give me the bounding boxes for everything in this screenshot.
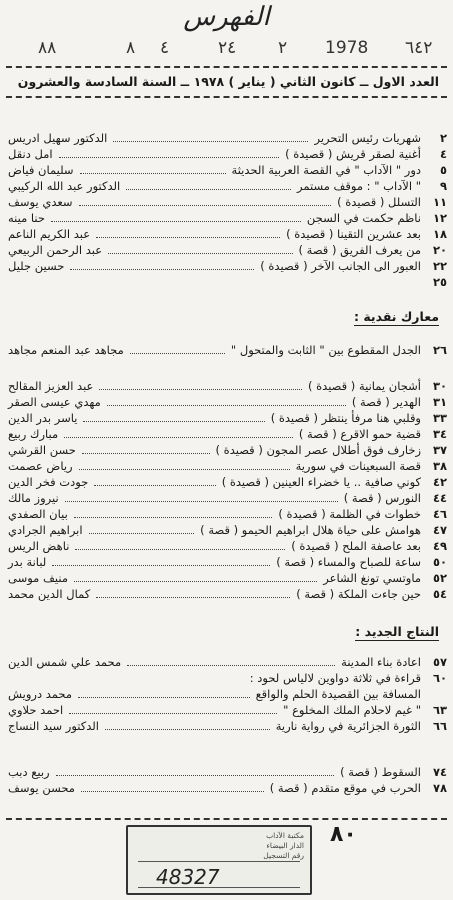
toc-author: رياض عصمت <box>8 459 73 473</box>
toc-page-number: ٣٠ <box>432 379 447 393</box>
top-divider <box>6 66 447 68</box>
toc-author: مبارك ربيع <box>8 427 59 441</box>
toc-title: دور " الآداب " في القصة العربية الحديثة <box>231 163 421 177</box>
toc-title: الحرب في موقع متقدم ( قصة ) <box>269 781 421 795</box>
toc-page-number: ٦٠ <box>432 671 447 685</box>
handwritten-note-item: ٤ <box>160 38 170 58</box>
toc-title: زخارف فوق أطلال عصر المجون ( قصيدة ) <box>215 443 421 457</box>
toc-page-number: ٧٤ <box>432 765 447 779</box>
toc-page-number: ٣١ <box>432 395 447 409</box>
toc-leader-dots <box>108 253 293 254</box>
toc-leader-dots <box>89 533 194 534</box>
toc-leader-dots <box>126 189 291 190</box>
toc-leader-dots <box>96 237 280 238</box>
toc-entry <box>8 538 447 554</box>
toc-entry <box>8 442 447 458</box>
handwritten-note-item: ٦٤٢ <box>405 38 433 58</box>
toc-title: الهدير ( قصة ) <box>351 395 421 409</box>
handwritten-note-item: ٨٨ <box>38 38 57 58</box>
toc-leader-dots <box>59 157 279 158</box>
toc-author: احمد حلاوي <box>8 703 64 717</box>
bottom-divider <box>6 818 447 820</box>
toc-author: مجاهد عبد المنعم مجاهد <box>8 343 124 357</box>
toc-page-number: ٧٨ <box>432 781 447 795</box>
toc-title: حين جاءت الملكة ( قصة ) <box>296 587 421 601</box>
toc-entry <box>8 130 447 146</box>
toc-author: ابراهيم الجرادي <box>8 523 83 537</box>
toc-entry <box>8 146 447 162</box>
toc-entry <box>8 570 447 586</box>
toc-entry <box>8 178 447 194</box>
toc-title: وقلبي هنا مرفأ ينتظر ( قصيدة ) <box>270 411 421 425</box>
toc-title: بعد عاصفة الملح ( قصيدة ) <box>291 539 421 553</box>
toc-leader-dots <box>113 141 308 142</box>
toc-title: قراءة في ثلاثة دواوين لالياس لحود : <box>249 671 421 685</box>
toc-page-number: ٥٠ <box>432 555 447 569</box>
toc-author: بيان الصفدي <box>8 507 68 521</box>
toc-page-number: ٤٩ <box>432 539 447 553</box>
toc-leader-dots <box>94 485 216 486</box>
toc-page-number: ٢ <box>439 131 447 145</box>
toc-leader-dots <box>105 729 270 730</box>
toc-leader-dots <box>69 713 277 714</box>
library-stamp <box>126 825 312 895</box>
issue-divider <box>6 96 447 98</box>
toc-title: قضية حمو الاقرع ( قصة ) <box>298 427 421 441</box>
toc-title: أشجان يمانية ( قصيدة ) <box>308 379 421 393</box>
toc-title: كوني صافية .. يا خضراء العينين ( قصيدة ) <box>221 475 421 489</box>
toc-entry <box>8 522 447 538</box>
toc-leader-dots <box>56 775 334 776</box>
toc-entry <box>8 554 447 570</box>
toc-leader-dots <box>96 597 290 598</box>
stamp-line-1: مكتبة الآداب <box>266 831 304 840</box>
handwritten-note <box>10 38 443 62</box>
toc-title: " غيم لاحلام الملك المخلوع " <box>283 703 421 717</box>
handwritten-note-item: 1978 <box>325 38 369 58</box>
toc-leader-dots <box>70 269 254 270</box>
toc-page-number: ٥٧ <box>432 655 447 669</box>
toc-entry <box>8 378 447 394</box>
toc-author: نيروز مالك <box>8 491 59 505</box>
toc-author: امل دنقل <box>8 147 53 161</box>
toc-title: ماوتسي تونغ الشاعر <box>323 571 421 585</box>
toc-page-number: ٢٥ <box>432 275 447 289</box>
toc-page-number: ٤ <box>439 147 447 161</box>
toc-entry <box>8 274 447 290</box>
toc-title: التسلل ( قصيدة ) <box>337 195 421 209</box>
toc-leader-dots <box>65 501 338 502</box>
page-number: ٨٠ <box>330 822 357 847</box>
toc-title: ناظم حكمت في السجن <box>306 211 421 225</box>
toc-author: كمال الدين محمد <box>8 587 91 601</box>
toc-author: الدكتور سيد النساج <box>8 719 99 733</box>
toc-author: الدكتور سهيل ادريس <box>8 131 108 145</box>
toc-title: العبور الى الجانب الآخر ( قصيدة ) <box>260 259 421 273</box>
toc-leader-dots <box>99 389 302 390</box>
toc-entry <box>8 394 447 410</box>
toc-entry <box>8 426 447 442</box>
toc-leader-dots <box>75 549 285 550</box>
toc-page-number: ٢٠ <box>432 243 447 257</box>
stamp-line-3: رقم التسجيل <box>263 851 304 860</box>
toc-page-number: ١١ <box>432 195 447 209</box>
toc-entry <box>8 780 447 796</box>
toc-entry <box>8 226 447 242</box>
toc-author: ربيع دبب <box>8 765 50 779</box>
toc-author: جودت فخر الدين <box>8 475 89 489</box>
toc-leader-dots <box>81 791 264 792</box>
toc-title: هوامش على حياة هلال ابراهيم الحيمو ( قصة ) <box>200 523 421 537</box>
toc-author: ناهض الريس <box>8 539 70 553</box>
toc-author: محسن يوسف <box>8 781 75 795</box>
toc-author: سعدي يوسف <box>8 195 73 209</box>
toc-page-number: ٥٢ <box>432 571 447 585</box>
stamp-rule <box>138 861 300 862</box>
toc-title: خطوات في الظلمة ( قصيدة ) <box>278 507 421 521</box>
toc-entry <box>8 162 447 178</box>
index-logo: الفهرس <box>183 2 270 32</box>
toc-author: حسين جليل <box>8 259 65 273</box>
toc-title: " الآداب " : موقف مستمر <box>296 179 421 193</box>
toc-author: لبانة بدر <box>8 555 47 569</box>
toc-leader-dots <box>80 173 226 174</box>
toc-author: محمد درويش <box>8 687 73 701</box>
toc-title: السقوط ( قصة ) <box>340 765 421 779</box>
toc-leader-dots <box>79 469 290 470</box>
handwritten-note-item: ٨ <box>126 38 136 58</box>
toc-page-number: ٣٨ <box>432 459 447 473</box>
toc-page-number: ٤٧ <box>432 523 447 537</box>
toc-title: بعد عشرين التقينا ( قصيدة ) <box>286 227 421 241</box>
toc-title: شهريات رئيس التحرير <box>314 131 421 145</box>
toc-leader-dots <box>82 453 210 454</box>
toc-entry <box>8 458 447 474</box>
toc-page-number: ١٢ <box>432 211 447 225</box>
issue-line: العدد الاول ــ كانون الثاني ( يناير ) ١٩٧٨ ــ السنة السادسة والعشرون <box>17 74 439 89</box>
toc-entry <box>8 410 447 426</box>
stamp-number: 48327 <box>156 865 220 889</box>
toc-leader-dots <box>78 697 250 698</box>
toc-entry <box>8 764 447 780</box>
toc-leader-dots <box>74 517 272 518</box>
toc-entry <box>8 474 447 490</box>
toc-author: عبد الرحمن الربيعي <box>8 243 103 257</box>
toc-leader-dots <box>130 353 225 354</box>
toc-page-number: ٤٦ <box>432 507 447 521</box>
stamp-line-2: الدار البيضاء <box>266 841 304 850</box>
toc-entry <box>8 342 447 358</box>
toc-page-number: ٦٦ <box>432 719 447 733</box>
toc-author: مهدي عيسى الصقر <box>8 395 101 409</box>
toc-leader-dots <box>79 205 331 206</box>
toc-page-number: ٣٧ <box>432 443 447 457</box>
toc-entry <box>8 242 447 258</box>
stamp-text <box>134 831 304 861</box>
toc-title: الثورة الجزائرية في رواية نارية <box>275 719 421 733</box>
toc-page-number: ١٨ <box>432 227 447 241</box>
toc-leader-dots <box>127 665 335 666</box>
toc-author: سليمان فياض <box>8 163 74 177</box>
toc-title: المسافة بين القصيدة الحلم والواقع <box>255 687 421 701</box>
toc-page-number: ٣٣ <box>432 411 447 425</box>
toc-entry <box>8 718 447 734</box>
toc-leader-dots <box>83 421 265 422</box>
toc-page-number: ٤٤ <box>432 491 447 505</box>
toc-author: الدكتور عبد الله الركيبي <box>8 179 121 193</box>
toc-entry <box>8 258 447 274</box>
toc-entry <box>8 586 447 602</box>
handwritten-note-item: ٢ <box>278 38 288 58</box>
toc-author: عبد الكريم الناعم <box>8 227 91 241</box>
section-heading: معارك نقدية : <box>353 309 439 324</box>
toc-leader-dots <box>74 581 317 582</box>
toc-page-number: ٩ <box>439 179 447 193</box>
stamp-rule <box>138 887 300 888</box>
toc-entry <box>8 210 447 226</box>
toc-leader-dots <box>107 405 346 406</box>
toc-entry <box>8 490 447 506</box>
toc-title: الجدل المقطوع بين " الثابت والمتحول " <box>230 343 421 357</box>
toc-title: اعادة بناء المدينة <box>341 655 421 669</box>
toc-page-number: ٢٢ <box>432 259 447 273</box>
toc-entry <box>8 670 447 686</box>
toc-author: ياسر بدر الدين <box>8 411 78 425</box>
toc-author: حنا مينه <box>8 211 46 225</box>
toc-entry <box>8 194 447 210</box>
toc-title: قصة السبعينات في سورية <box>295 459 421 473</box>
section-heading: النتاج الجديد : <box>355 624 439 639</box>
toc-author: حسن القرشي <box>8 443 76 457</box>
toc-title: من يعرف الفريق ( قصة ) <box>298 243 421 257</box>
toc-page-number: ٥ <box>439 163 447 177</box>
toc-title: أغنية لصقر قريش ( قصيدة ) <box>285 147 421 161</box>
toc-leader-dots <box>64 437 293 438</box>
toc-page-number: ٣٤ <box>432 427 447 441</box>
toc-page-number: ٤٢ <box>432 475 447 489</box>
toc-entry <box>8 654 447 670</box>
toc-entry <box>8 506 447 522</box>
toc-entry <box>8 702 447 718</box>
toc-author: عبد العزيز المقالح <box>8 379 94 393</box>
toc-entry <box>8 686 447 702</box>
toc-page-number: ٢٦ <box>432 343 447 357</box>
toc-page-number: ٦٣ <box>432 703 447 717</box>
toc-title: النورس ( قصة ) <box>343 491 421 505</box>
toc-author: محمد علي شمس الدين <box>8 655 122 669</box>
toc-title: ساعة للصباح والمساء ( قصة ) <box>276 555 421 569</box>
toc-author: منيف موسى <box>8 571 68 585</box>
toc-page-number: ٥٤ <box>432 587 447 601</box>
toc-leader-dots <box>51 221 301 222</box>
handwritten-note-item: ٢٤ <box>218 38 237 58</box>
toc-leader-dots <box>52 565 270 566</box>
